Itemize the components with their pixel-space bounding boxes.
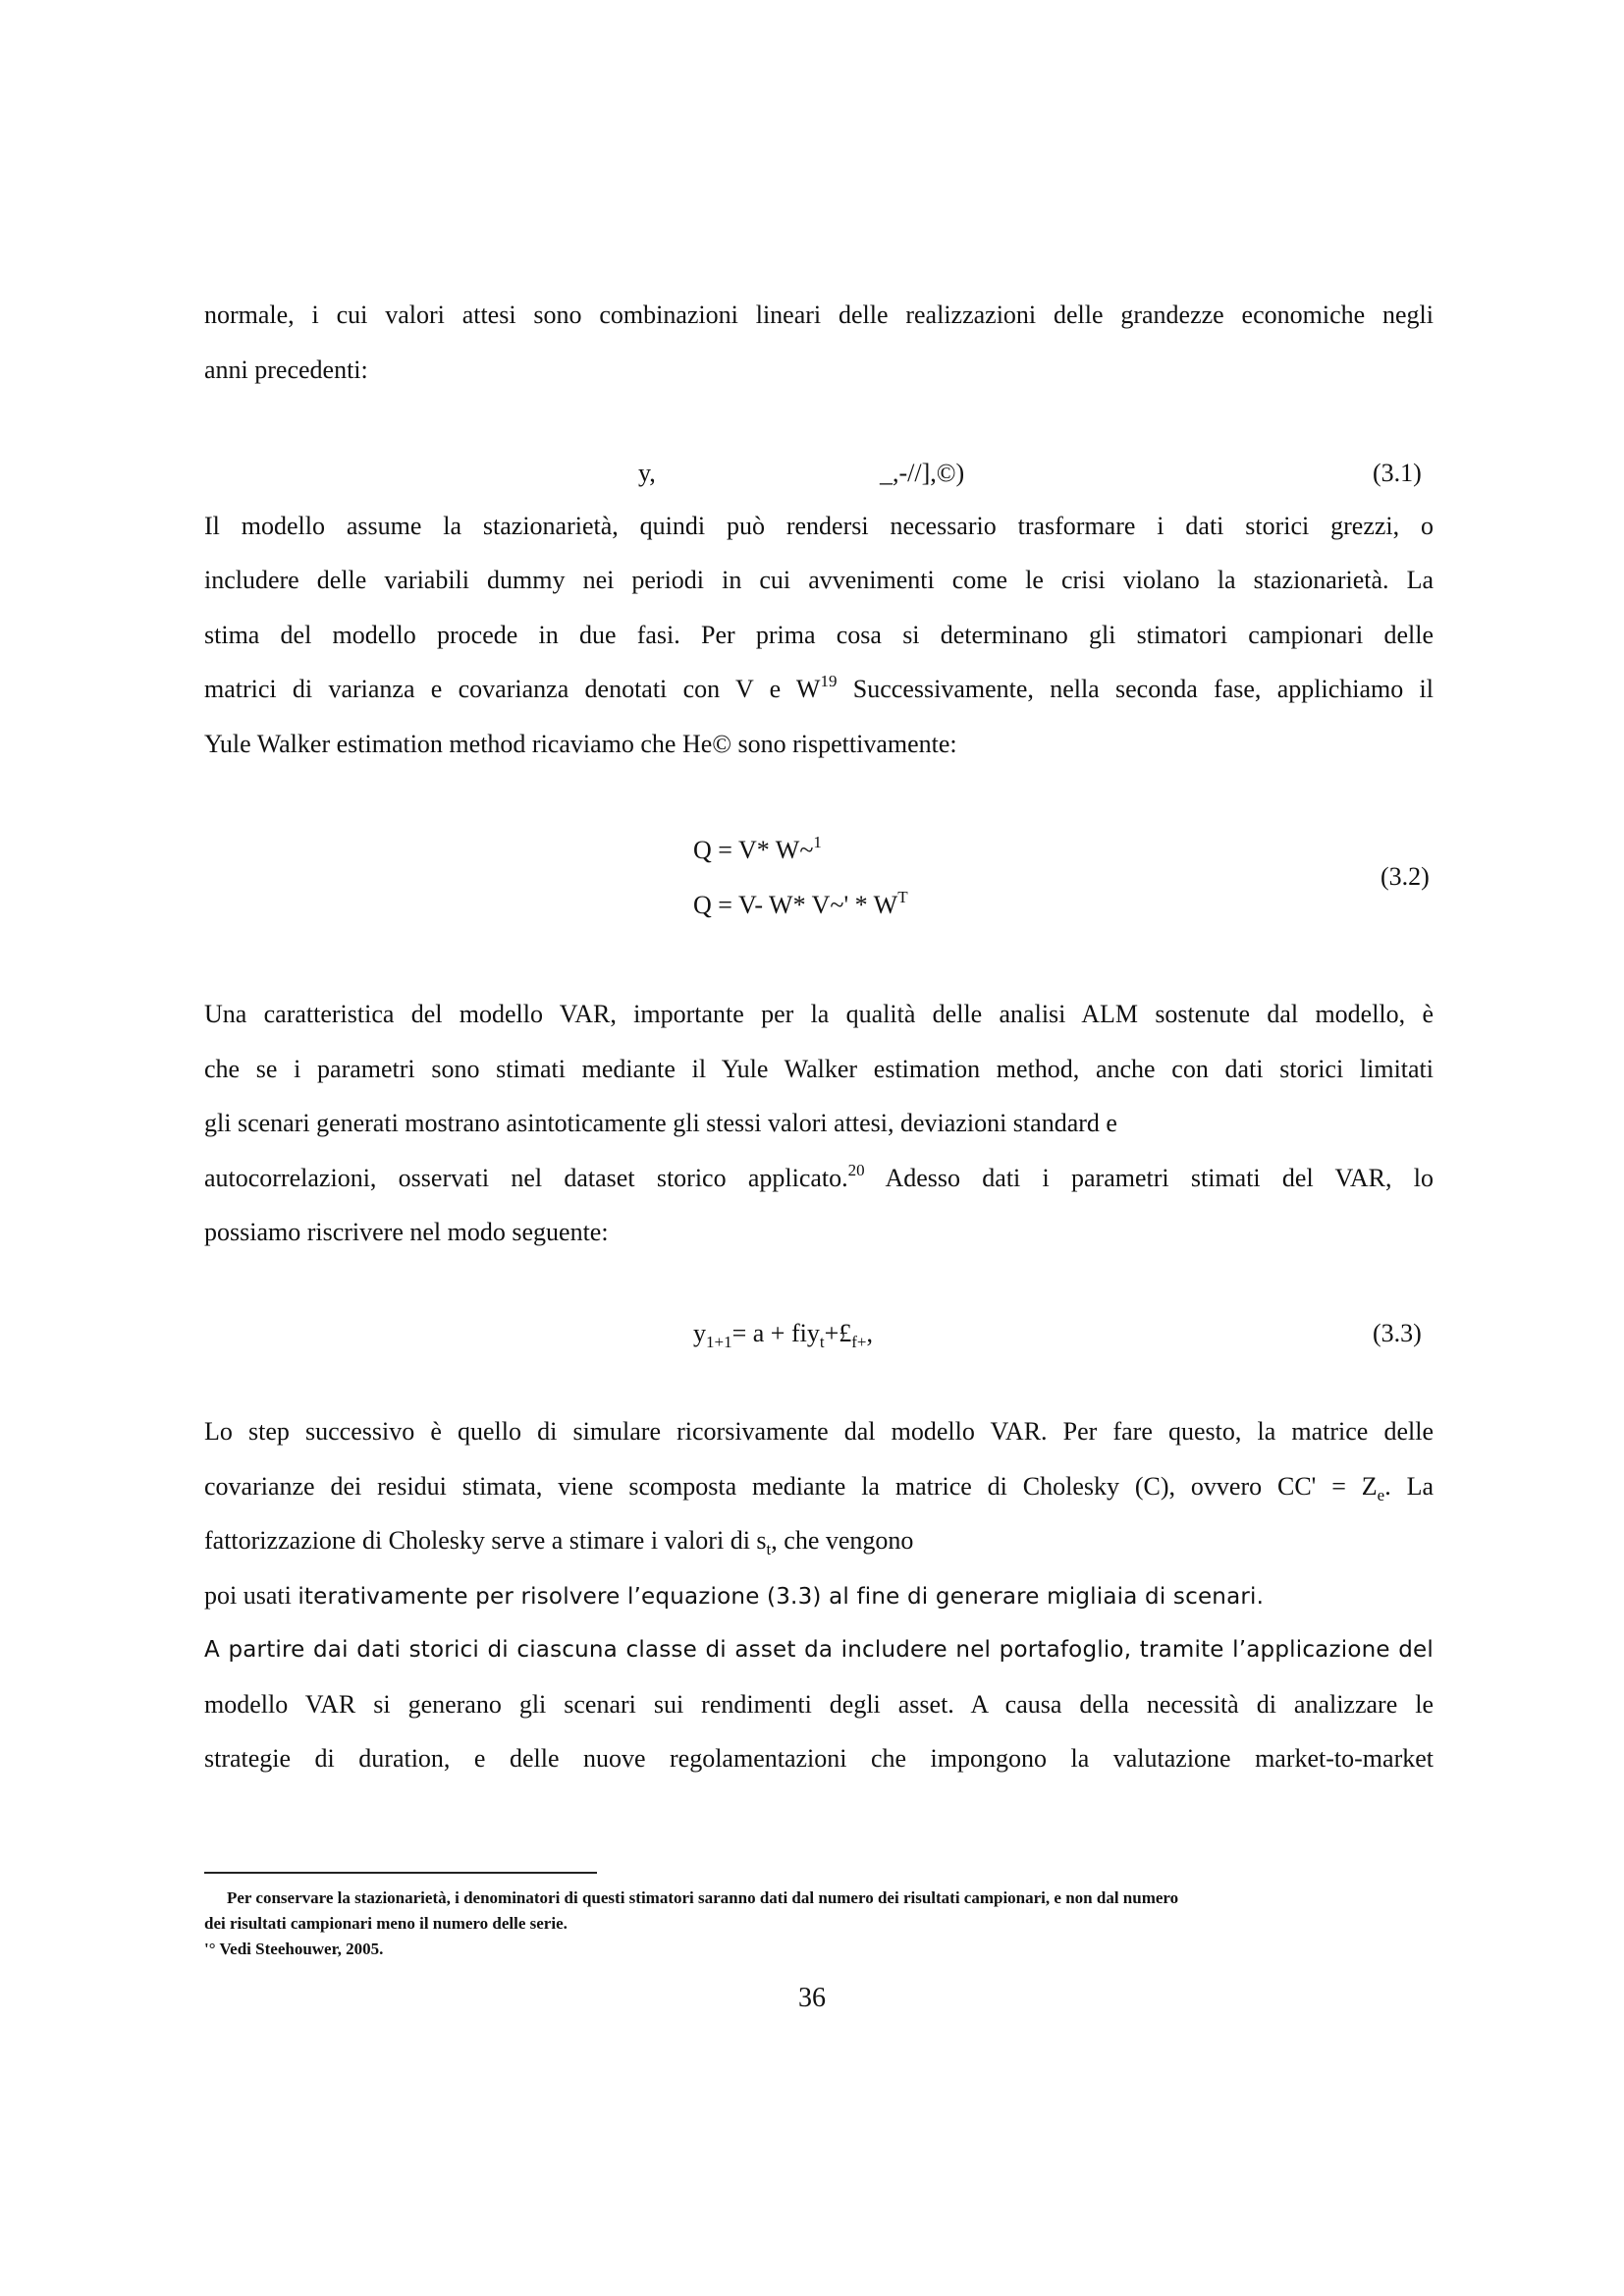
equation-text: +£ — [824, 1319, 852, 1347]
body-subscript: e — [1377, 1486, 1385, 1504]
body-text-line: stima del modello procede in due fasi. Per prima cosa si determinano gli stimatori campionari delle — [204, 621, 1434, 649]
body-text-line — [204, 1580, 1264, 1613]
body-text-segment: fattorizzazione di Cholesky serve a stimare i valori di s — [204, 1526, 767, 1555]
equation-number: (3.2) — [1380, 862, 1430, 891]
equation-3-1-right: _,-//],©) — [880, 459, 965, 487]
body-text-line: includere delle variabili dummy nei periodi in cui avvenimenti come le crisi violano la stazionarietà. La — [204, 566, 1434, 594]
equation-text: Q = V* W~ — [693, 836, 814, 864]
body-text-line — [204, 674, 1434, 705]
equation-text: Q = V- W* V~' * W — [693, 891, 898, 919]
body-text-segment: poi usati — [204, 1581, 298, 1610]
footnote-ref-19: 19 — [820, 672, 838, 690]
body-text-segment: covarianze dei residui stimata, viene scomposta mediante la matrice di Cholesky (C), ovvero CC' = Z — [204, 1472, 1378, 1501]
equation-text: = a + fiy — [731, 1319, 820, 1347]
footnote-separator — [204, 1872, 597, 1874]
footnote-ref-20: 20 — [847, 1161, 865, 1179]
equation-number: (3.1) — [1373, 459, 1422, 487]
page-number: 36 — [798, 1983, 826, 2013]
body-text-segment: matrici di varianza e covarianza denotati con V e W — [204, 675, 821, 703]
body-text-segment: Adesso dati i parametri stimati del VAR, lo — [864, 1164, 1434, 1192]
equation-subscript: 1+1 — [706, 1333, 732, 1351]
body-text-segment: . La — [1384, 1472, 1435, 1501]
footnote-19-line-1: Per conservare la stazionarietà, i denominatori di questi stimatori saranno dati dal numero dei risultati campionari, e non dal numero — [227, 1888, 1179, 1907]
equation-superscript: T — [897, 888, 908, 906]
body-text-segment-sans: iterativamente per risolvere l’equazione (3.3) al fine di generare migliaia di scenari. — [298, 1584, 1265, 1610]
body-text-line: Lo step successivo è quello di simulare ricorsivamente dal modello VAR. Per fare questo, la matrice delle — [204, 1417, 1434, 1446]
equation-text: y — [693, 1319, 706, 1347]
body-subscript: t — [766, 1540, 772, 1558]
equation-text: , — [866, 1319, 873, 1347]
equation-superscript: 1 — [813, 833, 822, 851]
equation-subscript: t — [819, 1333, 825, 1351]
footnote-20: '° Vedi Steehouwer, 2005. — [204, 1940, 384, 1958]
equation-subscript: f+ — [851, 1333, 867, 1351]
body-text-segment: autocorrelazioni, osservati nel dataset storico applicato. — [204, 1164, 848, 1192]
body-text-segment: , che vengono — [771, 1526, 914, 1555]
body-text-line: anni precedenti: — [204, 355, 368, 384]
body-text-line: normale, i cui valori attesi sono combinazioni lineari delle realizzazioni delle grandezze economiche negli — [204, 301, 1434, 329]
body-text-line: strategie di duration, e delle nuove regolamentazioni che impongono la valutazione market-to-market — [204, 1744, 1434, 1773]
body-text-line: Il modello assume la stazionarietà, quindi può rendersi necessario trasformare i dati storici grezzi, o — [204, 512, 1434, 540]
equation-number: (3.3) — [1373, 1319, 1422, 1347]
body-text-line: Una caratteristica del modello VAR, importante per la qualità delle analisi ALM sostenute dal modello, è — [204, 1000, 1434, 1028]
equation-3-1-left: y, — [638, 459, 656, 487]
equation-3-3 — [693, 1318, 873, 1349]
body-text-line: Yule Walker estimation method ricaviamo che He© sono rispettivamente: — [204, 730, 957, 758]
body-text-line — [204, 1471, 1434, 1503]
equation-3-2-row-1 — [693, 835, 822, 866]
body-text-line: gli scenari generati mostrano asintoticamente gli stessi valori attesi, deviazioni standard e — [204, 1109, 1117, 1137]
body-text-line: che se i parametri sono stimati mediante il Yule Walker estimation method, anche con dati storici limitati — [204, 1055, 1434, 1083]
body-text-line — [204, 1163, 1434, 1194]
footnote-19-line-2: dei risultati campionari meno il numero delle serie. — [204, 1914, 568, 1933]
body-text-line: possiamo riscrivere nel modo seguente: — [204, 1218, 609, 1246]
body-text-line: modello VAR si generano gli scenari sui rendimenti degli asset. A causa della necessità di analizzare le — [204, 1690, 1434, 1719]
body-text-line — [204, 1525, 913, 1557]
equation-3-2-row-2 — [693, 890, 908, 921]
body-text-segment: Successivamente, nella seconda fase, applichiamo il — [837, 675, 1434, 703]
body-text-line: A partire dai dati storici di ciascuna classe di asset da includere nel portafoglio, tramite l’applicazione del — [204, 1637, 1434, 1663]
